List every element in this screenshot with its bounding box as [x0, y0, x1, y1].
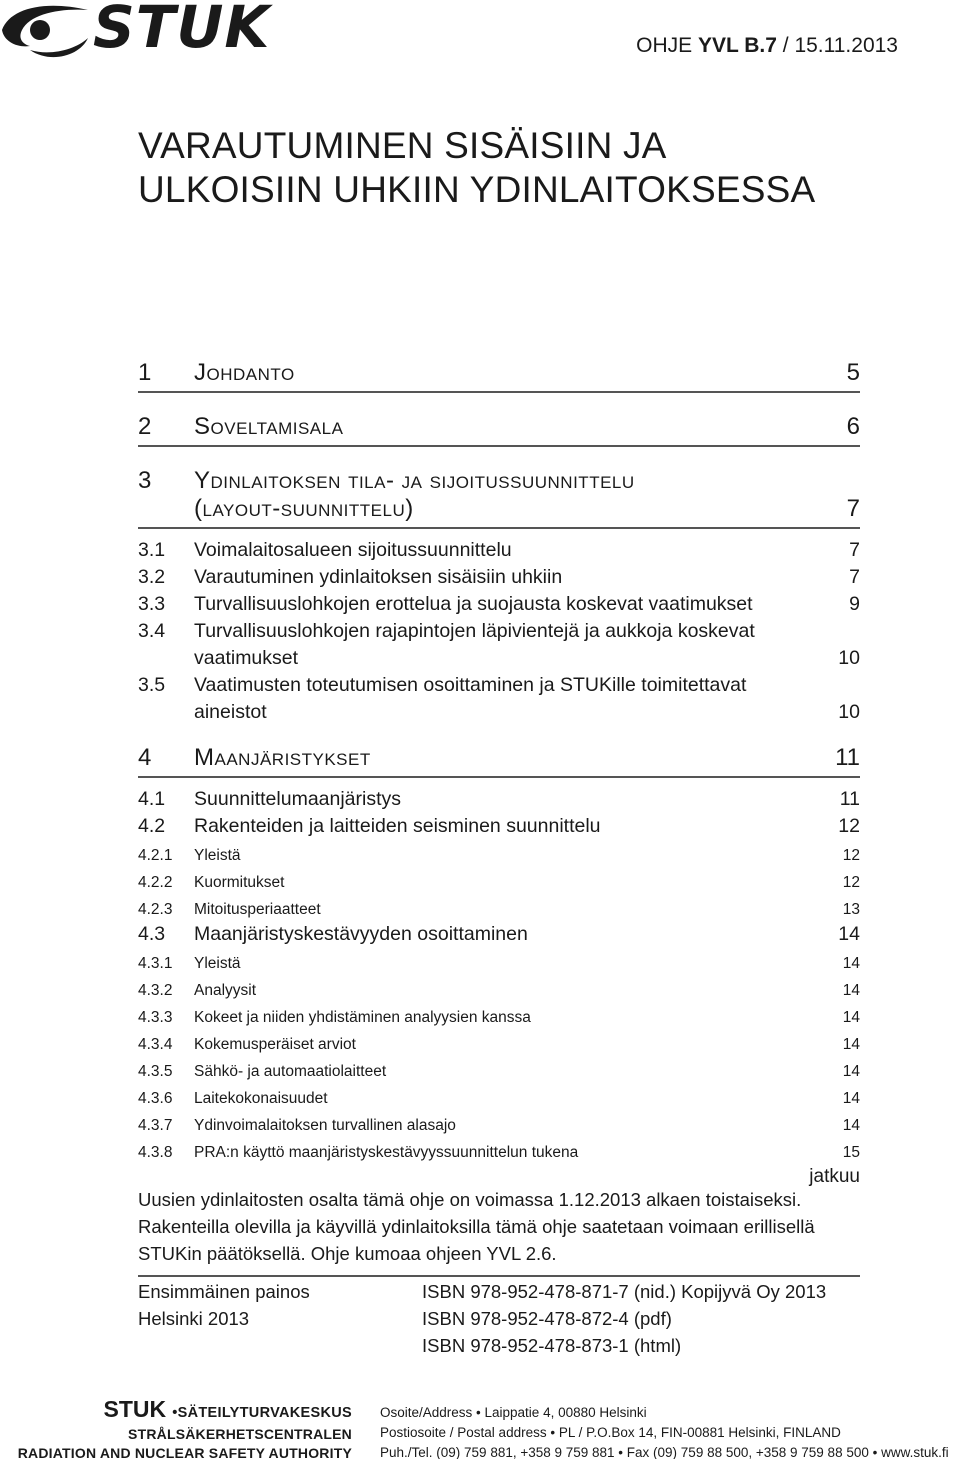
- toc-label: Varautuminen ydinlaitoksen sisäisiin uhkiin: [194, 566, 563, 588]
- toc-label: Analyysit: [194, 982, 257, 999]
- toc-page: 14: [842, 1090, 860, 1107]
- toc-number: 4.2.3: [138, 901, 173, 918]
- toc-subsection-4-3-7[interactable]: [138, 1108, 860, 1135]
- validity-statement: [138, 1186, 860, 1277]
- toc-chapter-2[interactable]: [138, 399, 860, 447]
- toc-label-line-1: Vaatimusten toteutumisen osoittaminen ja STUKille toimitettavat: [194, 674, 747, 696]
- isbn-html: ISBN 978-952-478-873-1 (html): [422, 1335, 682, 1356]
- doc-prefix: OHJE: [636, 34, 698, 57]
- toc-number: 3.5: [138, 674, 166, 696]
- toc-page: 13: [842, 901, 860, 918]
- toc-label: Voimalaitosalueen sijoitussuunnittelu: [194, 539, 512, 561]
- toc-chapter-4[interactable]: [138, 730, 860, 778]
- toc-number: 4: [138, 744, 152, 771]
- toc-number: 4.3.5: [138, 1063, 173, 1080]
- toc-subsection-4-2-1[interactable]: [138, 838, 860, 865]
- toc-page: 14: [842, 982, 860, 999]
- toc-page: 7: [849, 539, 860, 561]
- toc-page: 14: [838, 923, 860, 945]
- toc-subsection-4-3-8[interactable]: [138, 1135, 860, 1162]
- toc-subsection-4-2-2[interactable]: [138, 865, 860, 892]
- toc-page: 14: [842, 1117, 860, 1134]
- toc-subsection-4-3-5[interactable]: [138, 1054, 860, 1081]
- toc-page: 14: [842, 1063, 860, 1080]
- toc-number: 1: [138, 359, 152, 386]
- stuk-logo: [0, 0, 271, 62]
- toc-label: Suunnittelumaanjäristys: [194, 788, 402, 810]
- footer-name-en: RADIATION AND NUCLEAR SAFETY AUTHORITY: [17, 1445, 352, 1459]
- table-of-contents: [138, 345, 860, 1192]
- footer-phone: Puh./Tel. (09) 759 881, +358 9 759 881 • Fax (09) 759 88 500, +358 9 759 88 500 • www.stuk.fi: [380, 1445, 949, 1459]
- doc-date: / 15.11.2013: [776, 34, 898, 57]
- toc-page: 9: [849, 593, 860, 615]
- toc-chapter-1[interactable]: [138, 345, 860, 393]
- footer-name-fi: SÄTEILYTURVAKESKUS: [177, 1405, 352, 1421]
- toc-section-4-2[interactable]: [138, 811, 860, 838]
- toc-label-line-1: Turvallisuuslohkojen rajapintojen läpivientejä ja aukkoja koskevat: [194, 620, 755, 642]
- footer-postal: Postiosoite / Postal address • PL / P.O.Box 14, FIN-00881 Helsinki, FINLAND: [380, 1425, 841, 1440]
- toc-label: Kuormitukset: [194, 874, 285, 891]
- toc-number: 3: [138, 467, 152, 494]
- toc-page: 6: [846, 413, 860, 440]
- toc-page: 10: [838, 647, 860, 669]
- toc-label: Turvallisuuslohkojen erottelua ja suojausta koskevat vaatimukset: [194, 593, 753, 615]
- toc-section-4-1[interactable]: [138, 784, 860, 811]
- toc-section-3-2[interactable]: [138, 562, 860, 589]
- toc-section-3-1[interactable]: [138, 535, 860, 562]
- toc-number: 3.3: [138, 593, 166, 615]
- isbn-print: ISBN 978-952-478-871-7 (nid.) Kopijyvä Oy 2013: [422, 1281, 827, 1302]
- toc-number: 3.1: [138, 539, 166, 561]
- toc-number: 4.2: [138, 815, 166, 837]
- toc-page: 7: [846, 495, 860, 522]
- toc-number: 4.3.2: [138, 982, 173, 999]
- toc-continued: jatkuu: [809, 1166, 860, 1187]
- document-title: [138, 124, 815, 212]
- doc-series: YVL B.7: [697, 34, 777, 57]
- toc-subsection-4-2-3[interactable]: [138, 892, 860, 919]
- toc-page: 14: [842, 1009, 860, 1026]
- footer-organization: [18, 1397, 352, 1459]
- stuk-logo-mark-icon: [0, 0, 92, 62]
- toc-label-line-1: Ydinlaitoksen tila- ja sijoitussuunnittelu: [194, 467, 635, 494]
- toc-label: Yleistä: [194, 955, 241, 972]
- toc-subsection-4-3-1[interactable]: [138, 946, 860, 973]
- toc-section-3-4[interactable]: [138, 616, 860, 670]
- toc-label-line-2: aineistot: [194, 701, 267, 723]
- toc-label-line-2: (layout-suunnittelu): [194, 495, 414, 522]
- toc-label: Ydinvoimalaitoksen turvallinen alasajo: [194, 1117, 456, 1134]
- toc-page: 12: [842, 874, 860, 891]
- toc-number: 4.3.7: [138, 1117, 173, 1134]
- validity-line-3: STUKin päätöksellä. Ohje kumoaa ohjeen YVL 2.6.: [138, 1243, 557, 1264]
- footer-name-sv: STRÅLSÄKERHETSCENTRALEN: [128, 1426, 352, 1442]
- toc-number: 4.3.3: [138, 1009, 173, 1026]
- toc-section-4-3[interactable]: [138, 919, 860, 946]
- toc-chapter-3[interactable]: [138, 453, 860, 529]
- toc-page: 14: [842, 955, 860, 972]
- title-line-1: VARAUTUMINEN SISÄISIIN JA: [138, 125, 667, 166]
- toc-number: 2: [138, 413, 152, 440]
- toc-number: 4.3.6: [138, 1090, 173, 1107]
- toc-label: Sähkö- ja automaatiolaitteet: [194, 1063, 387, 1080]
- toc-page: 11: [839, 788, 860, 810]
- toc-page: 12: [838, 815, 860, 837]
- toc-number: 4.3.8: [138, 1144, 173, 1161]
- toc-subsection-4-3-2[interactable]: [138, 973, 860, 1000]
- validity-line-2: Rakenteilla olevilla ja käyvillä ydinlaitoksilla tämä ohje saatetaan voimaan erillisellä: [138, 1216, 815, 1237]
- toc-label: Laitekokonaisuudet: [194, 1090, 328, 1107]
- toc-number: 4.3.1: [138, 955, 173, 972]
- toc-number: 4.1: [138, 788, 166, 810]
- bullet-icon: •: [172, 1405, 178, 1421]
- toc-label: Kokemusperäiset arviot: [194, 1036, 356, 1053]
- title-line-2: ULKOISIIN UHKIIN YDINLAITOKSESSA: [138, 169, 816, 210]
- toc-section-3-3[interactable]: [138, 589, 860, 616]
- toc-label: PRA:n käyttö maanjäristyskestävyyssuunnittelun tukena: [194, 1144, 579, 1161]
- validity-line-1: Uusien ydinlaitosten osalta tämä ohje on voimassa 1.12.2013 alkaen toistaiseksi.: [138, 1189, 802, 1210]
- toc-label: Mitoitusperiaatteet: [194, 901, 321, 918]
- toc-label: Johdanto: [194, 359, 295, 386]
- toc-number: 3.2: [138, 566, 166, 588]
- toc-subsection-4-3-4[interactable]: [138, 1027, 860, 1054]
- logo-wordmark: STUK: [93, 0, 271, 61]
- edition-label: Ensimmäinen painos: [138, 1281, 310, 1302]
- toc-label: Rakenteiden ja laitteiden seisminen suunnittelu: [194, 815, 601, 837]
- toc-page: 11: [835, 744, 860, 771]
- toc-section-3-5[interactable]: [138, 670, 860, 724]
- toc-page: 5: [846, 359, 860, 386]
- edition-place: Helsinki 2013: [138, 1308, 250, 1329]
- toc-label-line-2: vaatimukset: [194, 647, 299, 669]
- toc-label: Yleistä: [194, 847, 241, 864]
- toc-number: 4.2.2: [138, 874, 173, 891]
- toc-number: 4.3: [138, 923, 166, 945]
- toc-label: Kokeet ja niiden yhdistäminen analyysien kanssa: [194, 1009, 531, 1026]
- toc-subsection-4-3-3[interactable]: [138, 1000, 860, 1027]
- footer-address: Osoite/Address • Laippatie 4, 00880 Helsinki: [380, 1405, 647, 1420]
- toc-label: Maanjäristyskestävyyden osoittaminen: [194, 923, 528, 945]
- toc-label: Soveltamisala: [194, 413, 344, 440]
- isbn-pdf: ISBN 978-952-478-872-4 (pdf): [422, 1308, 672, 1329]
- toc-number: 3.4: [138, 620, 166, 642]
- footer-brand: STUK: [103, 1396, 167, 1422]
- toc-page: 14: [842, 1036, 860, 1053]
- toc-page: 7: [849, 566, 860, 588]
- document-reference: [636, 34, 898, 58]
- toc-page: 12: [842, 847, 860, 864]
- toc-number: 4.3.4: [138, 1036, 173, 1053]
- toc-number: 4.2.1: [138, 847, 173, 864]
- toc-page: 15: [842, 1144, 860, 1161]
- toc-page: 10: [838, 701, 860, 723]
- toc-label: Maanjäristykset: [194, 744, 371, 771]
- toc-subsection-4-3-6[interactable]: [138, 1081, 860, 1108]
- footer-contact: [380, 1403, 949, 1459]
